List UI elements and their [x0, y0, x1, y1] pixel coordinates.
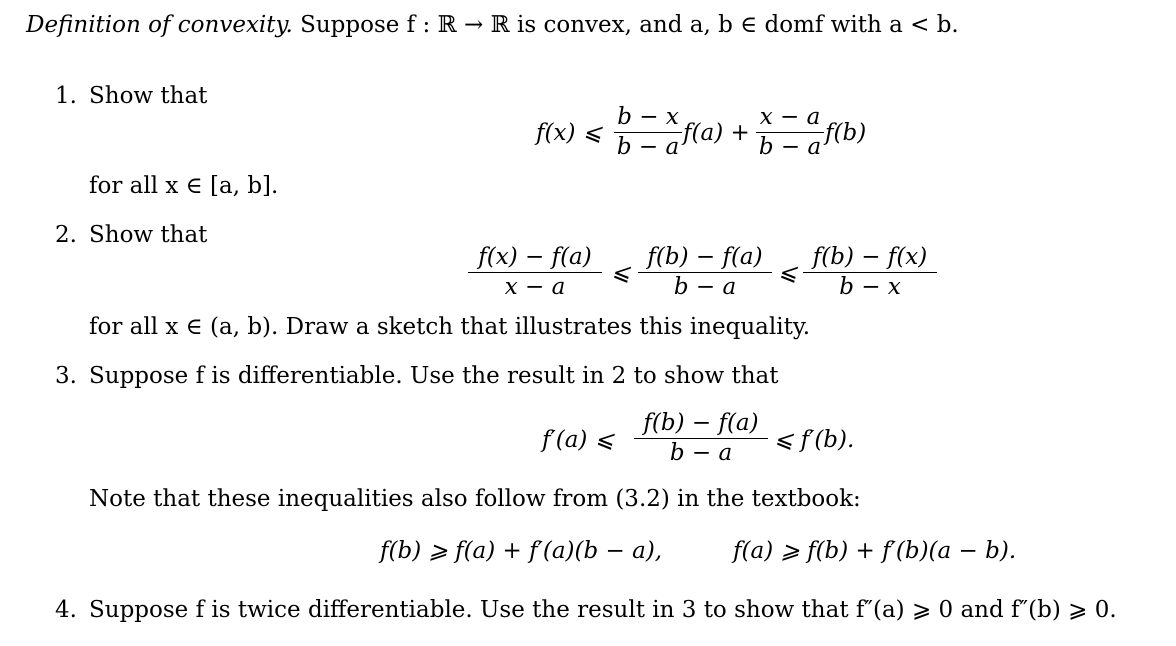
- definition-title: Definition of convexity.: [26, 12, 293, 38]
- item-2-fraction-3: [803, 246, 937, 299]
- item-2-fraction-3-numerator: f(b) − f(x): [812, 244, 928, 270]
- item-3-inequality-2: f(a) ⩾ f(b) + f′(b)(a − b).: [733, 538, 1017, 564]
- item-1-fraction-1-denominator: b − a: [616, 134, 680, 160]
- item-2-fraction-1: [468, 246, 602, 299]
- item-2-fraction-1-denominator: x − a: [504, 274, 566, 300]
- item-3-fraction-numerator: f(b) − f(a): [643, 410, 759, 436]
- fraction-bar: [614, 132, 682, 133]
- item-3-number: 3.: [55, 363, 77, 389]
- fraction-bar: [756, 132, 824, 133]
- item-2-fraction-2-denominator: b − a: [673, 274, 737, 300]
- item-3-lead: Suppose f is differentiable. Use the result in 2 to show that: [89, 363, 779, 389]
- item-3-fraction: [634, 412, 768, 465]
- item-2-after: for all x ∈ (a, b). Draw a sketch that illustrates this inequality.: [89, 314, 811, 340]
- item-1-after: for all x ∈ [a, b].: [89, 173, 279, 199]
- definition-line: [26, 14, 959, 37]
- item-1-mid: f(a) +: [683, 120, 750, 146]
- fraction-bar: [468, 272, 602, 273]
- item-4-number: 4.: [55, 597, 77, 623]
- item-1-fraction-1: [614, 106, 682, 159]
- item-3-rhs: ⩽ f′(b).: [774, 427, 855, 453]
- item-4-lead: Suppose f is twice differentiable. Use the result in 3 to show that f″(a) ⩾ 0 and f″(b) ⩾ 0.: [89, 597, 1117, 623]
- item-2-fraction-3-denominator: b − x: [839, 274, 901, 300]
- item-1-tail: f(b): [825, 120, 867, 146]
- fraction-bar: [634, 438, 768, 439]
- item-2-number: 2.: [55, 222, 77, 248]
- item-3-inequality-1: f(b) ⩾ f(a) + f′(a)(b − a),: [380, 538, 663, 564]
- item-3-lhs: f′(a) ⩽: [542, 427, 614, 453]
- item-2-fraction-1-numerator: f(x) − f(a): [478, 244, 592, 270]
- item-2-relation-1: ⩽: [611, 260, 631, 286]
- fraction-bar: [638, 272, 772, 273]
- item-2-fraction-2: [638, 246, 772, 299]
- item-1-fraction-2-denominator: b − a: [758, 134, 822, 160]
- item-2-lead: Show that: [89, 222, 208, 248]
- item-3-note: Note that these inequalities also follow from (3.2) in the textbook:: [89, 486, 861, 512]
- item-1-lead: Show that: [89, 83, 208, 109]
- item-2-relation-2: ⩽: [778, 260, 798, 286]
- item-2-fraction-2-numerator: f(b) − f(a): [647, 244, 763, 270]
- item-1-fraction-2-numerator: x − a: [759, 104, 821, 130]
- item-1-lhs: f(x) ⩽: [536, 120, 603, 146]
- item-1-fraction-2: [756, 106, 824, 159]
- item-3-fraction-denominator: b − a: [669, 440, 733, 466]
- item-1-number: 1.: [55, 83, 77, 109]
- definition-text: Suppose f : ℝ → ℝ is convex, and a, b ∈ domf with a < b.: [300, 12, 959, 38]
- fraction-bar: [803, 272, 937, 273]
- item-1-fraction-1-numerator: b − x: [617, 104, 679, 130]
